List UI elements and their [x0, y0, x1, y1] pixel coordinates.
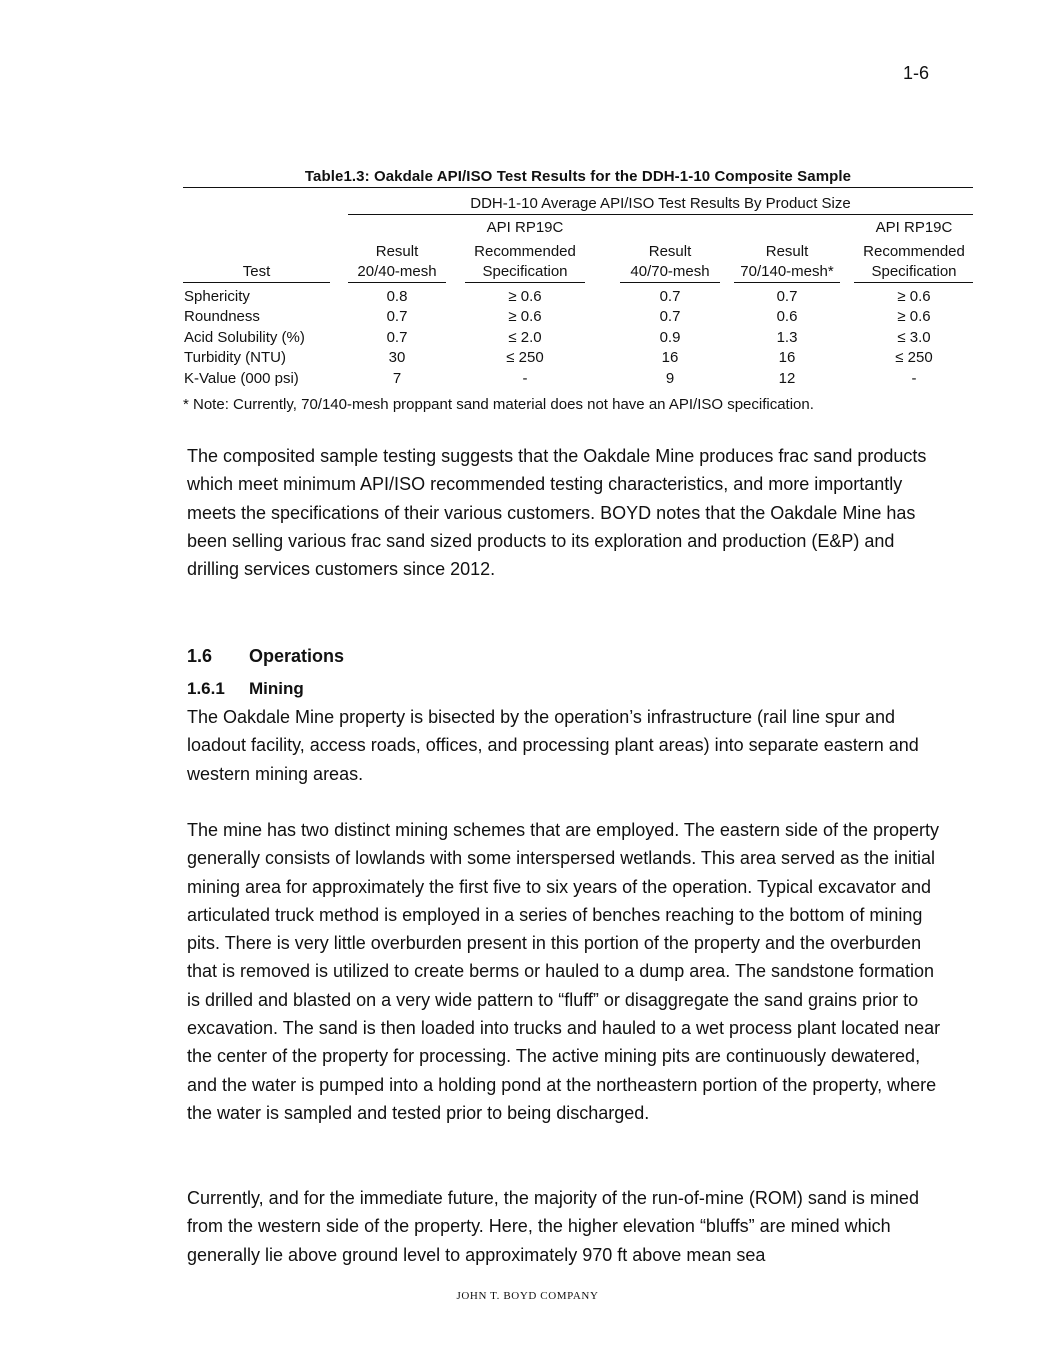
- row-r70140: 0.6: [776, 308, 798, 325]
- row-spec1: ≤ 250: [506, 349, 544, 366]
- row-r2040: 7: [392, 370, 402, 387]
- row-r70140: 12: [778, 370, 796, 387]
- row-r2040: 0.7: [386, 308, 408, 325]
- table-title: Table1.3: Oakdale API/ISO Test Results for the DDH-1-10 Composite Sample: [304, 168, 852, 185]
- col-rule-spec1: [465, 282, 585, 283]
- col-rec-spec-2-line1: Recommended: [863, 243, 965, 260]
- col-result-20-40-line1: Result: [375, 243, 419, 260]
- paragraph-sample-testing: The composited sample testing suggests that the Oakdale Mine produces frac sand products which meet minimum API/ISO recommended testing characteristics, and more importantly meets the specifications of their various customers. BOYD notes that the Oakdale Mine has been selling various frac sand sized products to its exploration and production (E&P) and drilling services customers since 2012.: [187, 446, 927, 580]
- row-spec2: -: [911, 370, 917, 387]
- col-rec-spec-1-line1: Recommended: [474, 243, 576, 260]
- row-r70140: 16: [778, 349, 796, 366]
- row-spec1: ≥ 0.6: [508, 288, 542, 305]
- row-test: Turbidity (NTU): [184, 349, 286, 366]
- row-test: K-Value (000 psi): [184, 370, 299, 387]
- col-test: Test: [242, 263, 271, 280]
- row-r4070: 9: [665, 370, 675, 387]
- col-rule-70140: [734, 282, 840, 283]
- group-header: DDH-1-10 Average API/ISO Test Results By Product Size: [470, 195, 851, 212]
- row-spec2: ≥ 0.6: [897, 308, 931, 325]
- section-number: 1.6: [187, 646, 213, 666]
- col-rule-4070: [620, 282, 720, 283]
- row-test: Sphericity: [184, 288, 250, 305]
- api-label-1: API RP19C: [486, 219, 564, 236]
- row-r2040: 0.7: [386, 329, 408, 346]
- col-result-40-70-line1: Result: [648, 243, 692, 260]
- col-result-40-70-line2: 40/70-mesh: [630, 263, 710, 280]
- col-rule-spec2: [854, 282, 973, 283]
- row-r4070: 16: [661, 349, 679, 366]
- row-r4070: 0.7: [659, 288, 681, 305]
- group-header-rule: [348, 214, 973, 215]
- page-number: 1-6: [903, 63, 930, 83]
- subsection-title: Mining: [249, 679, 304, 698]
- row-r4070: 0.7: [659, 308, 681, 325]
- row-spec2: ≤ 3.0: [897, 329, 931, 346]
- footer-company: JOHN T. BOYD COMPANY: [456, 1290, 599, 1302]
- section-title: Operations: [249, 646, 345, 666]
- paragraph-property-bisected: The Oakdale Mine property is bisected by the operation’s infrastructure (rail line spur and loadout facility, access roads, offices, and processing plant areas) into separate eastern and western mining areas.: [187, 707, 919, 784]
- section-heading-operations: [187, 646, 344, 667]
- row-r4070: 0.9: [659, 329, 681, 346]
- col-rec-spec-1-line2: Specification: [482, 263, 568, 280]
- paragraph-western-side: Currently, and for the immediate future, the majority of the run-of-mine (ROM) sand is mined from the western side of the property. Here, the higher elevation “bluffs” are mined which generally lie above ground level to approximately 970 ft above mean sea: [187, 1188, 919, 1265]
- col-result-70-140-line2: 70/140-mesh*: [740, 263, 834, 280]
- col-result-20-40-line2: 20/40-mesh: [357, 263, 437, 280]
- row-r2040: 30: [388, 349, 406, 366]
- col-rule-2040: [348, 282, 446, 283]
- row-spec1: ≤ 2.0: [508, 329, 542, 346]
- row-spec2: ≤ 250: [895, 349, 933, 366]
- row-test: Roundness: [184, 308, 260, 325]
- table-top-rule: [183, 187, 973, 188]
- table-note: * Note: Currently, 70/140-mesh proppant sand material does not have an API/ISO specification.: [183, 396, 814, 413]
- row-r70140: 1.3: [776, 329, 798, 346]
- col-result-70-140-line1: Result: [765, 243, 809, 260]
- api-label-2: API RP19C: [875, 219, 953, 236]
- row-r70140: 0.7: [776, 288, 798, 305]
- row-spec1: ≥ 0.6: [508, 308, 542, 325]
- row-test: Acid Solubility (%): [184, 329, 305, 346]
- row-r2040: 0.8: [386, 288, 408, 305]
- col-rec-spec-2-line2: Specification: [871, 263, 957, 280]
- row-spec2: ≥ 0.6: [897, 288, 931, 305]
- subsection-number: 1.6.1: [187, 679, 225, 698]
- paragraph-mining-schemes: The mine has two distinct mining schemes that are employed. The eastern side of the property generally consists of lowlands with some interspersed wetlands. This area served as the initial mining area for approximately the first five to six years of the operation. Typical excavator and articulated truck method is employed in a series of benches reaching to the bottom of mining pits. There is very little overburden present in this portion of the property and the overburden that is removed is utilized to create berms or hauled to a dump area. The sandstone formation is drilled and blasted on a very wide pattern to “fluff” or disaggregate the sand grains prior to excavation. The sand is then loaded into trucks and hauled to a wet process plant located near the center of the property for processing. The active mining pits are continuously dewatered, and the water is pumped into a holding pond at the northeastern portion of the property, where the water is sampled and tested prior to being discharged.: [187, 820, 941, 1123]
- row-spec1: -: [522, 370, 528, 387]
- subsection-heading-mining: [187, 679, 304, 699]
- col-rule-test: [183, 282, 330, 283]
